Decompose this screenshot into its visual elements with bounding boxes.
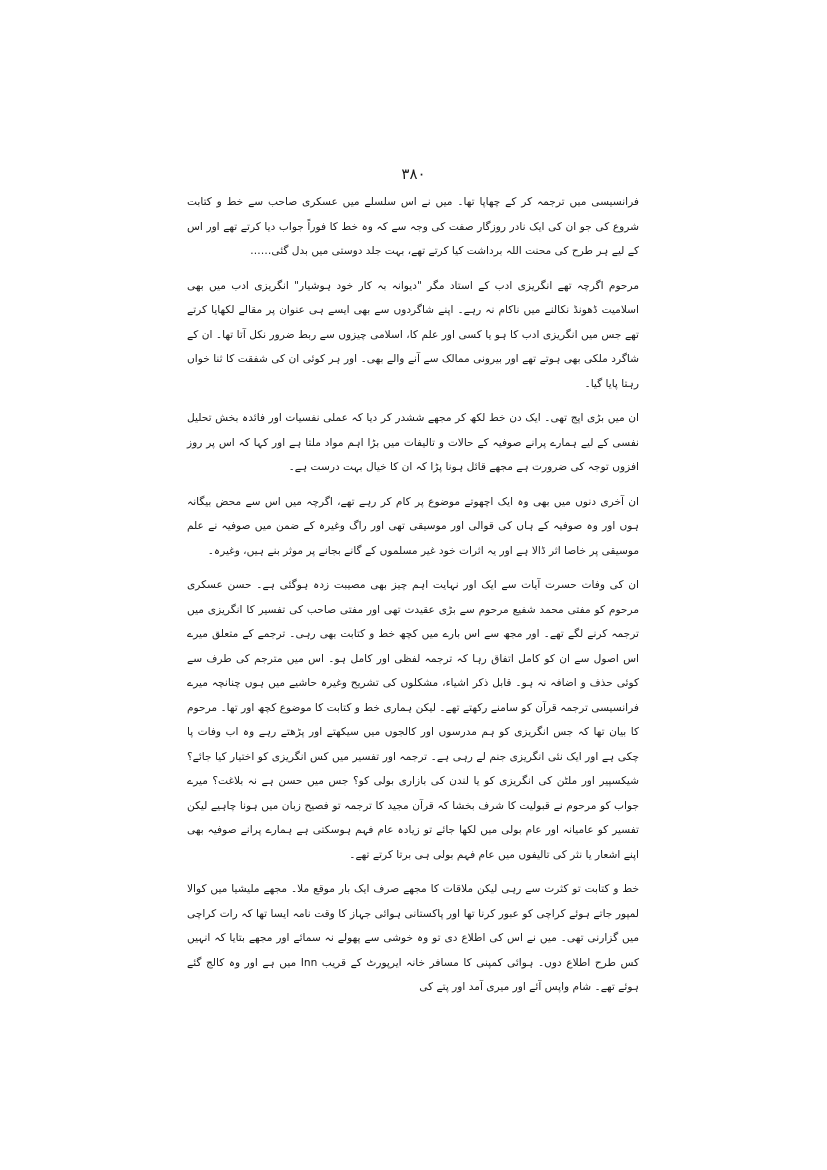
page-number: ۳۸۰ — [401, 165, 426, 183]
paragraph-6: خط و کتابت تو کثرت سے رہی لیکن ملاقات کا مجھے صرف ایک بار موقع ملا۔ مجھے ملیشیا میں کوالا لمپور جاتے ہوئے کراچی کو عبور کرنا تھا اور پاکستانی ہوائی جہاز کا وقت نامہ ایسا تھا کہ رات کراچی میں گزارنی تھی۔ میں نے اس کی اطلاع دی تو وہ خوشی سے پھولے نہ سمائے اور مجھے بتایا کہ انہیں کس طرح اطلاع دوں۔ ہوائی کمپنی کا مسافر خانہ ایرپورٹ کے قریب Inn میں ہے اور وہ کالج گئے ہوئے تھے۔ شام واپس آئے اور میری آمد اور پتے کی — [187, 883, 639, 993]
paragraph-4: ان آخری دنوں میں بھی وہ ایک اچھوتے موضوع پر کام کر رہے تھے، اگرچہ میں اس سے محض بیگانہ ہوں اور وہ صوفیہ کے ہاں کی قوالی اور موسیقی تھی اور راگ وغیرہ کے ضمن میں صوفیہ نے علم موسیقی پر خاصا اثر ڈالا ہے اور یہ اثرات خود غیر مسلموں کے گانے بجانے پر موثر بنے ہیں، وغیرہ۔ — [187, 495, 639, 557]
paragraph-1: فرانسیسی میں ترجمہ کر کے چھاپا تھا۔ میں نے اس سلسلے میں عسکری صاحب سے خط و کتابت شروع کی جو ان کی ایک نادر روزگار صفت کی وجہ سے کہ وہ خط کا فوراً جواب دیا کرتے تھے اور اس کے لیے ہر طرح کی محنت اللہ برداشت کیا کرتے تھے، بہت جلد دوستی میں بدل گئی…… — [187, 196, 639, 257]
paragraph-2: مرحوم اگرچہ تھے انگریزی ادب کے استاد مگر "دیوانہ بہ کار خود ہوشیار" انگریزی ادب میں بھی اسلامیت ڈھونڈ نکالنے میں ناکام نہ رہے۔ اپنے شاگردوں سے بھی ایسے ہی عنوان پر مقالے لکھایا کرتے تھے جس میں انگریزی ادب کا ہو یا کسی اور علم کا، اسلامی چیزوں سے ربط ضرور نکل آتا تھا۔ ان کے شاگرد ملکی بھی ہوتے تھے اور بیرونی ممالک سے آنے والے بھی۔ اور ہر کوئی ان کی شفقت کا ثنا خواں رہتا پایا گیا۔ — [187, 279, 639, 390]
paragraph-5: ان کی وفات حسرت آیات سے ایک اور نہایت اہم چیز بھی مصیبت زدہ ہوگئی ہے۔ حسن عسکری مرحوم کو مفتی محمد شفیع مرحوم سے بڑی عقیدت تھی اور مفتی صاحب کی تفسیر کا انگریزی میں ترجمہ کرنے لگے تھے۔ اور مجھ سے اس بارے میں کچھ خط و کتابت بھی رہی۔ ترجمے کے متعلق میرے اس اصول سے ان کو کامل اتفاق رہا کہ ترجمہ لفظی اور کامل ہو۔ اس میں مترجم کی طرف سے کوئی حذف و اضافہ نہ ہو۔ قابل ذکر اشیاء، مشکلوں کی تشریح وغیرہ حاشیے میں ہوں چنانچہ میرے فرانسیسی ترجمہ قرآن کو سامنے رکھتے تھے۔ لیکن ہماری خط و کتابت کا موضوع کچھ اور تھا۔ مرحوم کا بیان تھا کہ جس انگریزی کو ہم مدرسوں اور کالجوں میں سیکھتے اور پڑھتے رہے وہ اب وفات پا چکی ہے اور ایک نئی انگریزی جنم لے رہی ہے۔ ترجمہ اور تفسیر میں کس انگریزی کو اختیار کیا جائے؟ شیکسپیر اور ملٹن کی انگریزی کو یا لندن کی بازاری بولی کو؟ جس میں حسن ہے نہ بلاغت؟ میرے جواب کو مرحوم نے قبولیت کا شرف بخشا کہ قرآن مجید کا ترجمہ تو فصیح زبان میں ہونا چاہیے لیکن تفسیر کو عامیانہ اور عام بولی میں لکھا جائے تو زیادہ عام فہم ہوسکتی ہے ہمارے پرانے صوفیہ بھی اپنے اشعار یا نثر کی تالیفوں میں عام فہم بولی ہی برتا کرتے تھے۔ — [187, 579, 639, 861]
body-text — [187, 190, 639, 1010]
paragraph-3: ان میں بڑی اپج تھی۔ ایک دن خط لکھ کر مجھے ششدر کر دیا کہ عملی نفسیات اور فائدہ بخش تحلیل نفسی کے لیے ہمارے پرانے صوفیہ کے حالات و تالیفات میں بڑا اہم مواد ملتا ہے اور کہا کہ اس پر روز افزوں توجہ کی ضرورت ہے مجھے قائل ہونا پڑا کہ ان کا خیال بہت درست ہے۔ — [187, 412, 639, 473]
